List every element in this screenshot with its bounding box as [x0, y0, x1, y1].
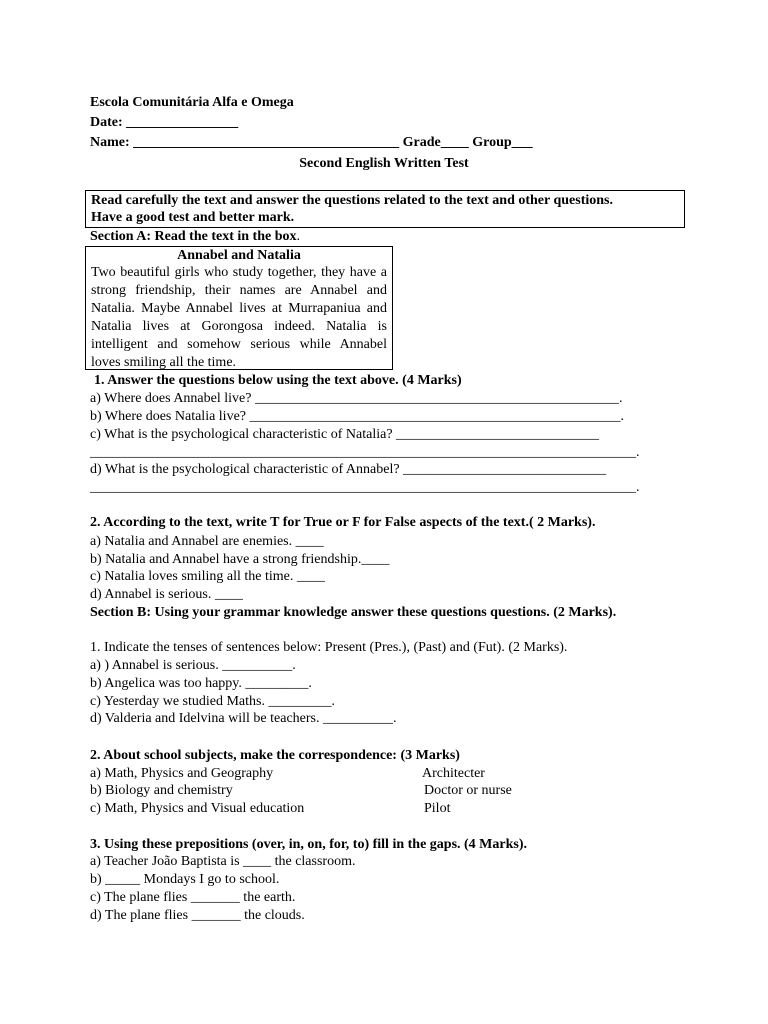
q2-heading: 2. According to the text, write T for True or F for False aspects of the text.( 2 Marks).: [90, 515, 596, 530]
q2-c: c) Natalia loves smiling all the time. ____: [90, 569, 325, 584]
b-q3-heading: 3. Using these prepositions (over, in, on, for, to) fill in the gaps. (4 Marks).: [90, 837, 528, 852]
reading-text-title: Annabel and Natalia: [177, 248, 301, 263]
b-q2-left-c: c) Math, Physics and Visual education: [90, 801, 305, 816]
section-b-heading: Section B: Using your grammar knowledge answer these questions questions. (2 Marks).: [90, 605, 617, 620]
q2-a: a) Natalia and Annabel are enemies. ____: [90, 534, 324, 549]
b-q2-heading: 2. About school subjects, make the correspondence: (3 Marks): [90, 748, 460, 763]
b-q2-left-a: a) Math, Physics and Geography: [90, 766, 274, 781]
section-a-heading-text: Section A: Read the text in the box: [90, 229, 297, 244]
instructions-box: [85, 190, 685, 228]
date-field: Date: ________________: [90, 115, 239, 130]
instructions-line-2: Have a good test and better mark.: [91, 210, 295, 225]
q2-b: b) Natalia and Annabel have a strong friendship.____: [90, 552, 390, 567]
school-name: Escola Comunitária Alfa e Omega: [90, 95, 294, 110]
q1-c-line: ______________________________________________________________________________.: [90, 445, 640, 460]
test-title: Second English Written Test: [299, 156, 469, 171]
b-q1-d: d) Valderia and Idelvina will be teachers. __________.: [90, 711, 397, 726]
b-q1-a: a) ) Annabel is serious. __________.: [90, 658, 296, 673]
b-q1-heading: 1. Indicate the tenses of sentences below: Present (Pres.), (Past) and (Fut). (2 Marks).: [90, 640, 568, 655]
q1-b: b) Where does Natalia live? _____________________________________________________.: [90, 409, 625, 424]
q1-d: d) What is the psychological characteristic of Annabel? _____________________________: [90, 462, 607, 477]
reading-text-box: [85, 246, 393, 370]
b-q3-b: b) _____ Mondays I go to school.: [90, 872, 280, 887]
b-q3-d: d) The plane flies _______ the clouds.: [90, 908, 305, 923]
name-grade-group-field: Name: ______________________________________ Grade____ Group___: [90, 135, 533, 150]
b-q2-left-b: b) Biology and chemistry: [90, 783, 233, 798]
b-q1-c: c) Yesterday we studied Maths. _________.: [90, 694, 335, 709]
q1-d-line: ______________________________________________________________________________.: [90, 480, 640, 495]
q1-a: a) Where does Annabel live? ____________________________________________________.: [90, 391, 623, 406]
b-q3-c: c) The plane flies _______ the earth.: [90, 890, 296, 905]
q1-heading: 1. Answer the questions below using the text above. (4 Marks): [94, 373, 462, 388]
section-a-heading-dot: .: [296, 229, 300, 244]
section-a-heading: [90, 228, 300, 245]
q2-d: d) Annabel is serious. ____: [90, 587, 243, 602]
b-q3-a: a) Teacher João Baptista is ____ the classroom.: [90, 854, 356, 869]
b-q2-right-1: Architecter: [422, 766, 485, 781]
b-q2-right-2: Doctor or nurse: [424, 783, 512, 798]
q1-c: c) What is the psychological characteristic of Natalia? _____________________________: [90, 427, 600, 442]
instructions-line-1: Read carefully the text and answer the questions related to the text and other questions.: [91, 193, 614, 208]
b-q2-right-3: Pilot: [424, 801, 451, 816]
b-q1-b: b) Angelica was too happy. _________.: [90, 676, 312, 691]
reading-text-body: Two beautiful girls who study together, they have a strong friendship, their names are Annabel and Natalia. Maybe Annabel lives at Murrapaniua and Natalia lives at Gorongosa indeed. Natalia is intelligent and somehow serious while Annabel loves smiling all the time.: [91, 265, 387, 370]
